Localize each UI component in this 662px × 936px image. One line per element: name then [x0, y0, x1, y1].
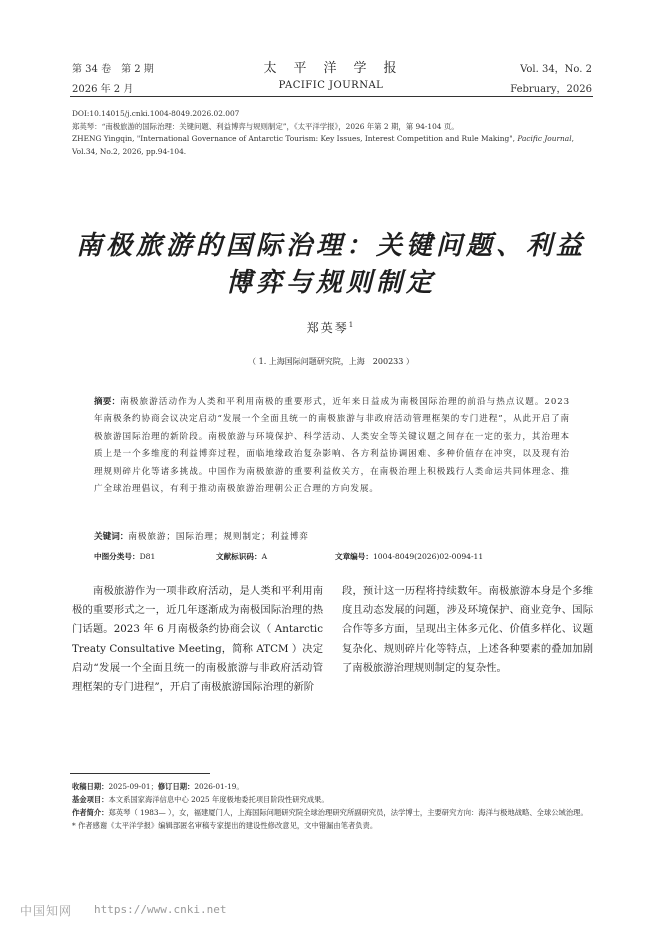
journal-title-cn: 太 平 洋 学 报	[263, 61, 399, 76]
date-cn: 2026 年 2 月	[72, 84, 134, 95]
acknowledgement-note: * 作者感谢《太平洋学报》编辑部匿名审稿专家提出的建设性修改意见，文中错漏由笔者负责。	[72, 821, 378, 830]
document-code: 文献标识码：A	[216, 552, 268, 561]
citation-en: ZHENG Yingqin, "International Governance of Antarctic Tourism: Key Issues, Interest Competition and Rule Making", Pacific Journal, Vol.34, No.2, 2026, pp.94-104.	[72, 134, 574, 156]
author: 郑英琴$^1$	[306, 321, 356, 335]
body-column-left: 南极旅游作为一项非政府活动，是人类和平利用南极的重要形式之一，近几年逐渐成为南极国际治理的热门话题。2023 年 6 月南极条约协商会议（ Antarctic Treaty Consultative Meeting，简称 ATCM ）决定启动“发展一个全面且统一的南极旅游与非政府活动管理框架的专门进程”，开启了南极旅游国际治理的新阶	[72, 585, 323, 694]
footnote-rule	[70, 773, 210, 774]
footnotes	[72, 780, 594, 832]
header-rule	[70, 96, 593, 97]
doi: DOI:10.14015/j.cnki.1004-8049.2026.02.007	[72, 109, 240, 118]
article-title-line-2: 博弈与规则制定	[225, 268, 436, 298]
volume-issue-cn: 第 34 卷 第 2 期	[72, 64, 154, 75]
cnki-url[interactable]: https://www.cnki.net	[94, 903, 227, 916]
body-column-right: 段，预计这一历程将持续数年。南极旅游本身是个多维度且动态发展的问题，涉及环境保护、商业竞争、国际合作等多方面，呈现出主体多元化、价值多样化、议题复杂化、规则碎片化等特点，上述各种要素的叠加加剧了南极旅游治理规则制定的复杂性。	[342, 585, 593, 674]
keywords: 关键词：南极旅游；国际治理；规则制定；利益博弈	[94, 532, 309, 542]
clc-number: 中图分类号：D81	[94, 552, 156, 561]
abstract-label: 摘要：	[94, 397, 121, 407]
abstract	[94, 394, 570, 498]
article-title-line-1: 南极旅游的国际治理：关键问题、利益	[75, 231, 586, 261]
affiliation: （ 1. 上海国际问题研究院，上海 200233 ）	[248, 357, 414, 366]
volume-issue-en: Vol. 34，No. 2	[520, 64, 592, 75]
abstract-text: 南极旅游活动作为人类和平利用南极的重要形式，近年来日益成为南极国际治理的前沿与热点议题。2023 年南极条约协商会议决定启动“发展一个全面且统一的南极旅游与非政府活动管理框架的专门进程”，从此开启了南极旅游国际治理的新阶段。南极旅游与环境保护、科学活动、人类安全等关键议题之间存在一定的张力，其治理本质上是一个多维度的利益博弈过程，面临地缘政治复杂影响、各方利益协调困难、多种价值存在冲突，以及现有治理规则碎片化等诸多挑战。中国作为南极旅游的重要利益攸关方，在南极治理上积极践行人类命运共同体理念、推广全球治理倡议，有利于推动南极旅游治理朝公正合理的方向发展。	[94, 397, 570, 495]
citation-cn: 郑英琴：“南极旅游的国际治理：关键问题、利益博弈与规则制定”，《太平洋学报》，2026 年第 2 期，第 94-104 页。	[72, 121, 459, 131]
dates-note: 收稿日期：2025-09-01；修订日期：2026-01-19。	[72, 782, 244, 791]
article-number: 文章编号：1004-8049(2026)02-0094-11	[335, 552, 484, 561]
author-bio-note: 作者简介：郑英琴（ 1983— ），女，福建厦门人，上海国际问题研究院全球治理研究所副研究员，法学博士，主要研究方向：海洋与极地战略、全球公域治理。	[72, 808, 588, 817]
fund-note: 基金项目：本文系国家海洋信息中心 2025 年度极地委托项目阶段性研究成果。	[72, 795, 329, 804]
date-en: February，2026	[510, 84, 592, 95]
cnki-logo: 中国知网	[20, 904, 73, 918]
citation-block	[72, 108, 594, 158]
journal-title-en: PACIFIC JOURNAL	[278, 80, 384, 91]
